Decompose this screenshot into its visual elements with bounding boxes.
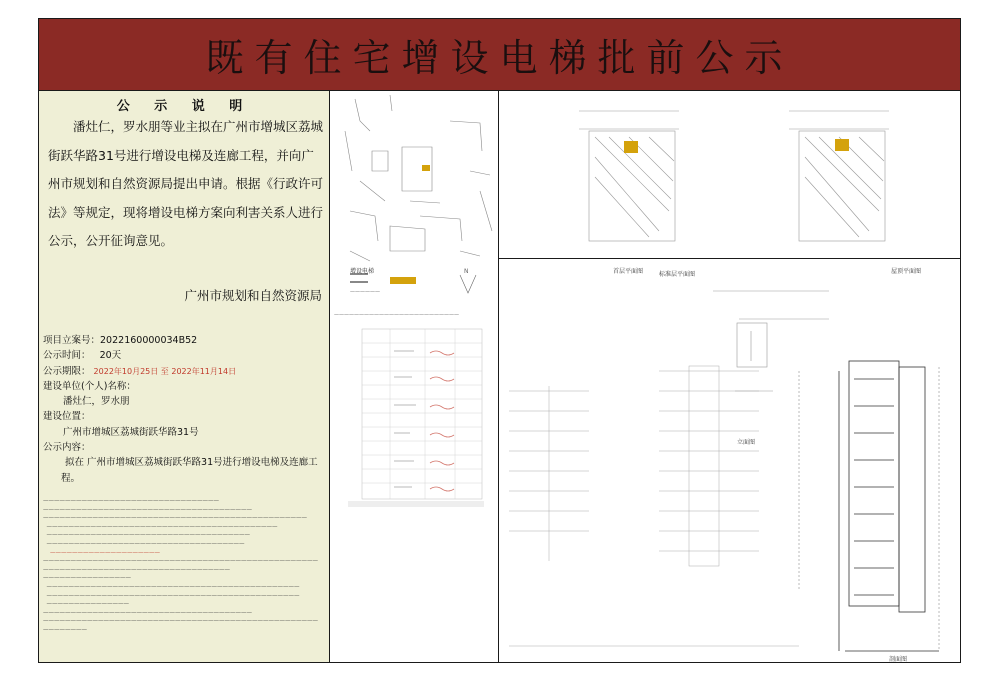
legend-elevator: 增设电梯	[350, 268, 375, 275]
notice-issuer: 广州市规划和自然资源局	[184, 288, 322, 303]
site-plan-caption: 首层平面图	[613, 268, 644, 275]
drawings-panel	[499, 91, 960, 662]
period-row: 公示期限： 2022年10月25日 至 2022年11月14日	[43, 365, 237, 377]
address-value: 广州市增城区荔城街跃华路31号	[63, 426, 199, 438]
site-plan-drawing	[330, 91, 499, 662]
project-info	[43, 333, 323, 486]
builder-value: 潘灶仁，罗水朋	[63, 396, 130, 408]
notice-body	[48, 113, 324, 256]
plans-drawing	[499, 91, 960, 662]
notice-board	[38, 18, 961, 663]
svg-text:—————————————————————————: —————————————————————————	[334, 312, 459, 318]
fine-print-notes: ———————————————————————————————— —————————————————————————————————————— ———————————————————————————————————————————————— —————————————————————————————————————————— ————————————————————————————————————— ———————————————————————————————————— ———————————————————— —————————————————————————————————————————————————— —————————————————————————————————— ———————————————— —————————————————————————————————————————————— —————————————————————————————————————————————— ——————————————— —————————————————————————————————————— —————————————————————————————————————————————————— ————————	[43, 498, 318, 633]
notice-panel	[39, 91, 330, 662]
notice-heading: 公 示 说 明	[116, 99, 253, 114]
header-banner	[39, 19, 960, 91]
duration-row: 公示时间： 20天	[43, 350, 122, 362]
page-title: 既有住宅增设电梯批前公示	[205, 36, 794, 80]
address-label: 建设位置：	[43, 411, 91, 423]
content-label: 公示内容：	[43, 442, 91, 454]
project-number-row: 项目立案号：2022160000034B52	[43, 335, 198, 346]
svg-text:——————: ——————	[350, 289, 380, 295]
elevation-caption: 立面图	[737, 439, 756, 446]
svg-text:N: N	[464, 268, 469, 275]
section-caption: 剖面图	[889, 656, 908, 663]
notice-paragraph: 潘灶仁，罗水朋等业主拟在广州市增城区荔城街跃华路31号进行增设电梯及连廊工程，并向广州市规划和自然资源局提出申请。根据《行政许可法》等规定，现将增设电梯方案向利害关系人进行公示，公开征询意见。	[48, 119, 324, 248]
builder-label: 建设单位(个人)名称：	[43, 380, 136, 392]
roof-plan-caption: 屋顶平面图	[891, 268, 922, 275]
typical-plan-caption: 标准层平面图	[659, 271, 696, 278]
content-value: 拟在 广州市增城区荔城街跃华路31号进行增设电梯及连廊工程。	[61, 457, 318, 484]
site-plan-panel	[330, 91, 499, 662]
